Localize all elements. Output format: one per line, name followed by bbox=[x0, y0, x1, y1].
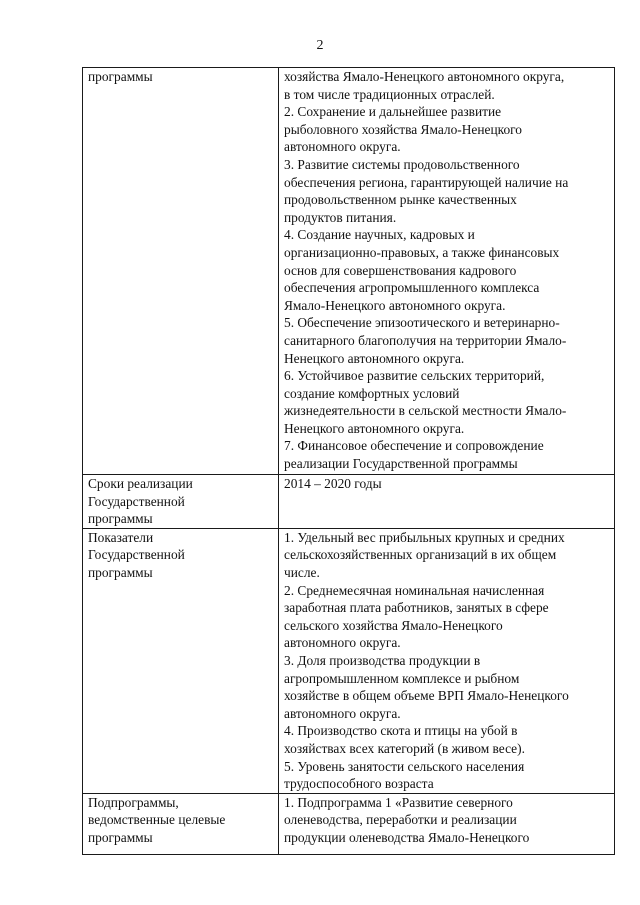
row-content-cell bbox=[279, 475, 615, 529]
row-label-cell bbox=[83, 528, 279, 793]
row-content-cell bbox=[279, 793, 615, 854]
row-content: 1. Удельный вес прибыльных крупных и средних сельскохозяйственных организаций в их общем числе. 2. Среднемесячная номинальная начисленная заработная плата работников, занятых в сфере сельского хозяйства Ямало-Ненецкого автономного округа. 3. Доля производства продукции в агропромышленном комплексе и рыбном хозяйстве в общем объеме ВРП Ямало-Ненецкого автономного округа. 4. Производство скота и птицы на убой в хозяйствах всех категорий (в живом весе). 5. Уровень занятости сельского населения трудоспособного возраста bbox=[284, 529, 569, 792]
row-content-cell bbox=[279, 528, 615, 793]
row-content-cell bbox=[279, 68, 615, 475]
row-label-cell bbox=[83, 793, 279, 854]
program-passport-table bbox=[82, 67, 615, 855]
row-content: 1. Подпрограмма 1 «Развитие северного оленеводства, переработки и реализации продукции оленеводства Ямало-Ненецкого bbox=[284, 794, 530, 845]
row-label: Подпрограммы, ведомственные целевые программы bbox=[88, 794, 226, 845]
row-content: хозяйства Ямало-Ненецкого автономного округа, в том числе традиционных отраслей. 2. Сохранение и дальнейшее развитие рыболовного хозяйства Ямало-Ненецкого автономного округа. 3. Развитие системы продовольственного обеспечения региона, гарантирующей наличие на продовольственном рынке качественных продуктов питания. 4. Создание научных, кадровых и организационно-правовых, а также финансовых основ для совершенствования кадрового обеспечения агропромышленного комплекса Ямало-Ненецкого автономного округа. 5. Обеспечение эпизоотического и ветеринарно- санитарного благополучия на территории Ямало- Ненецкого автономного округа. 6. Устойчивое развитие сельских территорий, создание комфортных условий жизнедеятельности в сельской местности Ямало- Ненецкого автономного округа. 7. Финансовое обеспечение и сопровождение реализации Государственной программы bbox=[284, 69, 569, 472]
row-label: программы bbox=[88, 69, 153, 84]
table-row-timeline bbox=[83, 475, 615, 529]
row-label-cell bbox=[83, 475, 279, 529]
table-row-subprograms bbox=[83, 793, 615, 854]
page-number: 2 bbox=[316, 38, 324, 53]
table-row-indicators bbox=[83, 528, 615, 793]
row-label-cell bbox=[83, 68, 279, 475]
row-label: Сроки реализации Государственной программы bbox=[88, 476, 193, 527]
row-label: Показатели Государственной программы bbox=[88, 529, 185, 580]
row-content: 2014 – 2020 годы bbox=[284, 476, 382, 491]
table-row-goals bbox=[83, 68, 615, 475]
